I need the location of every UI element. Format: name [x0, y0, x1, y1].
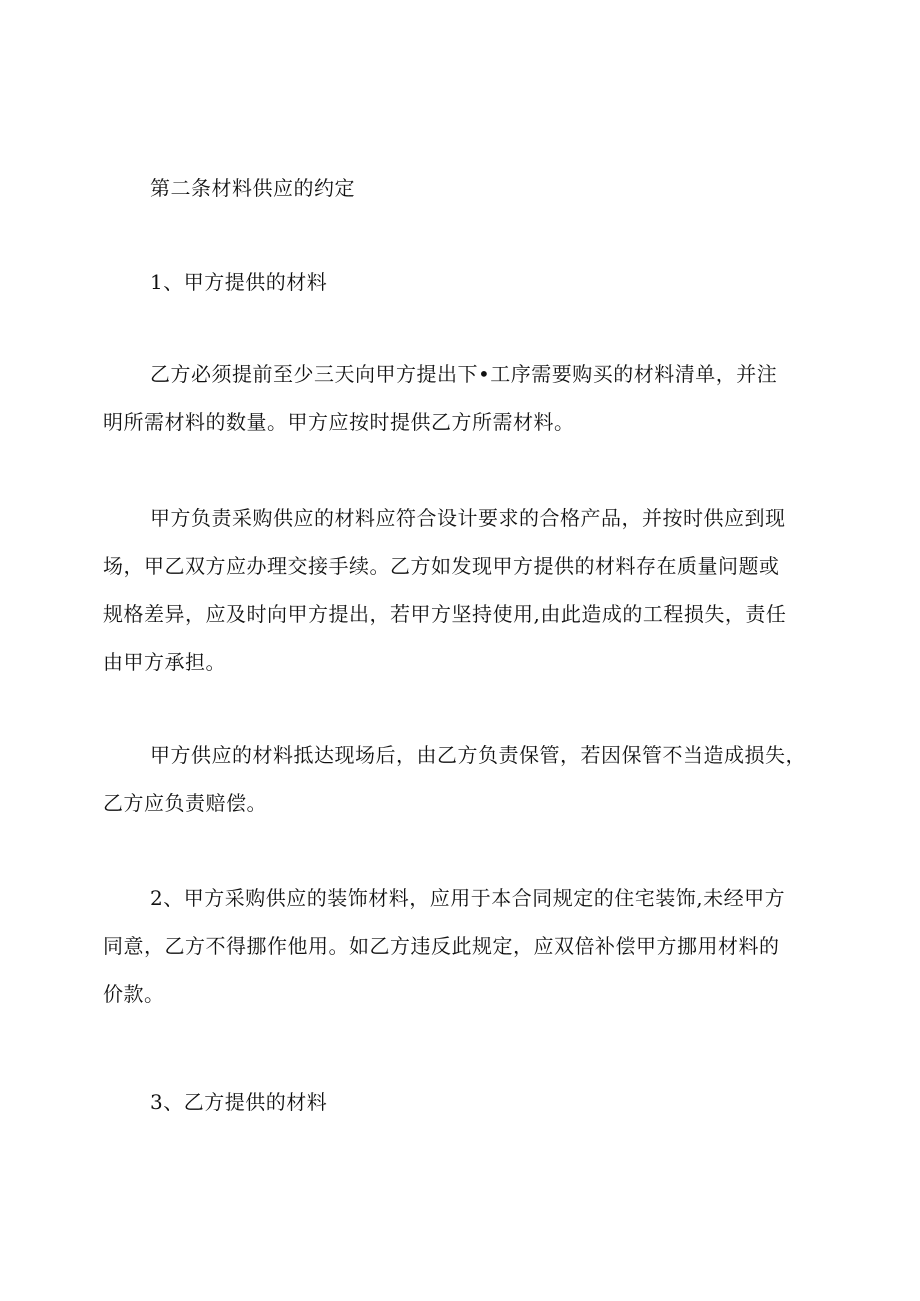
para3-line-2: 乙方应负责赔偿。: [103, 791, 267, 815]
item2-line-3: 价款。: [103, 982, 165, 1006]
article-title: 第二条材料供应的约定: [150, 176, 355, 200]
para2-line-1: 甲方负责采购供应的材料应符合设计要求的合格产品，并按时供应到现: [150, 506, 786, 530]
para2-line-3: 规格差异，应及时向甲方提出，若甲方坚持使用,由此造成的工程损失，责任: [103, 602, 787, 626]
item3-heading: 3、乙方提供的材料: [150, 1090, 328, 1114]
para2-line-4: 由甲方承担。: [103, 650, 226, 674]
item2-line-2: 同意，乙方不得挪作他用。如乙方违反此规定，应双倍补偿甲方挪用材料的: [103, 934, 780, 958]
para3-line-1: 甲方供应的材料抵达现场后，由乙方负责保管，若因保管不当造成损失，: [150, 743, 806, 767]
item1-heading: 1、甲方提供的材料: [150, 270, 328, 294]
para2-line-2: 场，甲乙双方应办理交接手续。乙方如发现甲方提供的材料存在质量问题或: [103, 554, 780, 578]
para1-line-1: 乙方必须提前至少三天向甲方提出下•工序需要购买的材料清单，并注: [150, 362, 778, 386]
item2-line-1: 2、甲方采购供应的装饰材料，应用于本合同规定的住宅装饰,未经甲方: [150, 886, 786, 910]
para1-line-2: 明所需材料的数量。甲方应按时提供乙方所需材料。: [103, 410, 575, 434]
